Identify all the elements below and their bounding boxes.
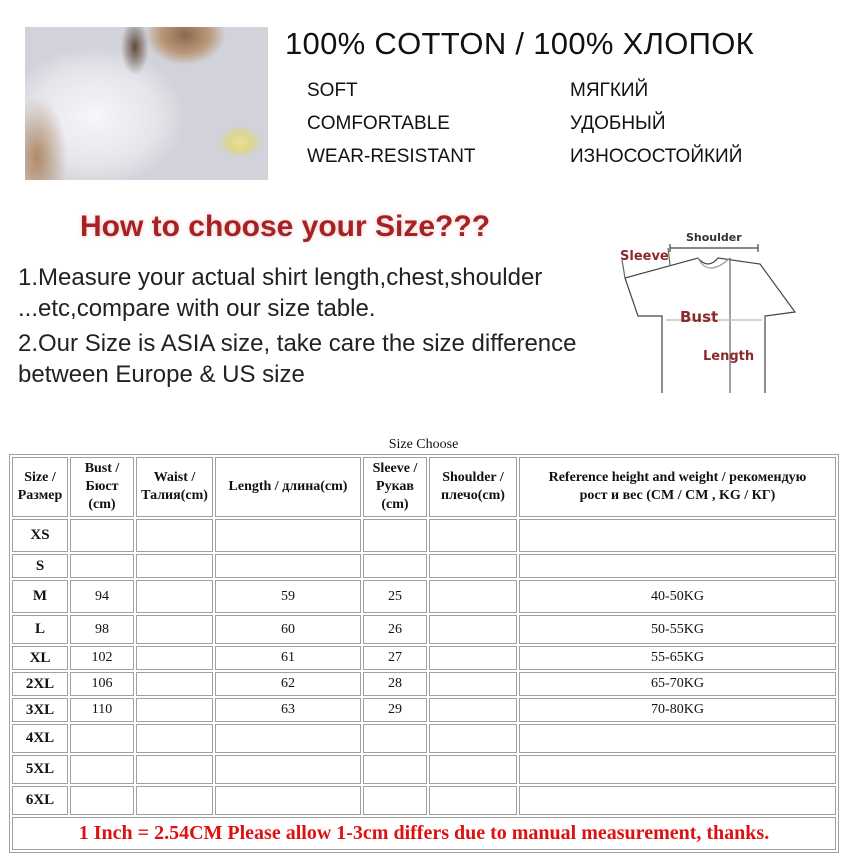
cell-waist xyxy=(136,615,213,644)
cell-reference xyxy=(519,755,836,784)
cell-sleeve xyxy=(363,786,427,815)
cell-reference: 50-55KG xyxy=(519,615,836,644)
cell-length: 62 xyxy=(215,672,361,696)
table-row xyxy=(12,786,836,815)
cell-sleeve xyxy=(363,519,427,552)
diagram-label-sleeve: Sleeve xyxy=(620,249,669,264)
cell-size: 2XL xyxy=(12,672,68,696)
cell-reference: 40-50KG xyxy=(519,580,836,613)
banner-title: 100% COTTON / 100% ХЛОПОК xyxy=(285,26,755,61)
table-row xyxy=(12,646,836,670)
header-bust: Bust / Бюст (cm) xyxy=(70,457,134,517)
guide-title: How to choose your Size??? xyxy=(80,210,491,243)
cell-length: 61 xyxy=(215,646,361,670)
feature-soft-ru: МЯГКИЙ xyxy=(570,80,649,101)
cell-length xyxy=(215,554,361,578)
cell-sleeve xyxy=(363,554,427,578)
table-header-row xyxy=(12,457,836,517)
header-sleeve: Sleeve / Рукав (cm) xyxy=(363,457,427,517)
cell-sleeve: 27 xyxy=(363,646,427,670)
cell-size: S xyxy=(12,554,68,578)
cell-sleeve: 26 xyxy=(363,615,427,644)
cell-waist xyxy=(136,519,213,552)
cell-shoulder xyxy=(429,580,517,613)
cell-length: 60 xyxy=(215,615,361,644)
cell-reference: 70-80KG xyxy=(519,698,836,722)
diagram-label-bust: Bust xyxy=(680,308,719,326)
cell-bust: 106 xyxy=(70,672,134,696)
table-caption: Size Choose xyxy=(388,437,459,452)
feature-wear-resistant-ru: ИЗНОСОСТОЙКИЙ xyxy=(570,146,743,167)
table-row xyxy=(12,698,836,722)
measurement-note: 1 Inch = 2.54CM Please allow 1-3cm differs due to manual measurement, thanks. xyxy=(12,817,836,850)
cell-size: XL xyxy=(12,646,68,670)
cell-shoulder xyxy=(429,646,517,670)
cell-shoulder xyxy=(429,554,517,578)
cell-bust: 110 xyxy=(70,698,134,722)
cell-bust: 94 xyxy=(70,580,134,613)
cell-bust: 102 xyxy=(70,646,134,670)
cell-size: 6XL xyxy=(12,786,68,815)
cell-shoulder xyxy=(429,615,517,644)
feature-comfortable-ru: УДОБНЫЙ xyxy=(570,113,666,134)
cell-size: 4XL xyxy=(12,724,68,753)
feature-comfortable: COMFORTABLE xyxy=(307,113,450,134)
cell-waist xyxy=(136,646,213,670)
header-shoulder: Shoulder / плечо(cm) xyxy=(429,457,517,517)
table-row xyxy=(12,755,836,784)
table-row xyxy=(12,724,836,753)
cell-waist xyxy=(136,724,213,753)
cell-waist xyxy=(136,786,213,815)
cell-reference xyxy=(519,786,836,815)
cell-reference: 55-65KG xyxy=(519,646,836,670)
cell-shoulder xyxy=(429,519,517,552)
guide-step-1-line-2: ...etc,compare with our size table. xyxy=(18,295,376,322)
guide-step-2-line-2: between Europe & US size xyxy=(18,361,305,388)
cell-length xyxy=(215,786,361,815)
cell-length: 59 xyxy=(215,580,361,613)
cell-shoulder xyxy=(429,786,517,815)
cell-waist xyxy=(136,580,213,613)
cell-sleeve: 25 xyxy=(363,580,427,613)
table-row xyxy=(12,519,836,552)
cell-size: 5XL xyxy=(12,755,68,784)
cell-waist xyxy=(136,554,213,578)
cell-size: M xyxy=(12,580,68,613)
cell-reference xyxy=(519,519,836,552)
feature-soft: SOFT xyxy=(307,80,358,101)
cell-length: 63 xyxy=(215,698,361,722)
cell-length xyxy=(215,724,361,753)
cell-reference: 65-70KG xyxy=(519,672,836,696)
guide-step-1-line-1: 1.Measure your actual shirt length,chest,shoulder xyxy=(18,264,543,291)
diagram-label-shoulder: Shoulder xyxy=(686,231,742,244)
diagram-label-length: Length xyxy=(703,349,755,364)
cell-bust xyxy=(70,755,134,784)
size-table xyxy=(9,454,839,853)
cell-reference xyxy=(519,724,836,753)
cell-length xyxy=(215,755,361,784)
cell-length xyxy=(215,519,361,552)
cell-bust: 98 xyxy=(70,615,134,644)
feature-wear-resistant: WEAR-RESISTANT xyxy=(307,146,476,167)
cell-sleeve xyxy=(363,755,427,784)
cell-size: 3XL xyxy=(12,698,68,722)
cotton-photo xyxy=(25,27,268,180)
header-size: Size / Размер xyxy=(12,457,68,517)
cell-shoulder xyxy=(429,698,517,722)
cell-bust xyxy=(70,519,134,552)
table-row xyxy=(12,554,836,578)
table-row xyxy=(12,672,836,696)
cell-bust xyxy=(70,724,134,753)
cell-bust xyxy=(70,554,134,578)
cell-waist xyxy=(136,755,213,784)
cell-sleeve: 28 xyxy=(363,672,427,696)
cell-waist xyxy=(136,698,213,722)
cell-shoulder xyxy=(429,724,517,753)
guide-step-2-line-1: 2.Our Size is ASIA size, take care the size difference xyxy=(18,330,577,357)
cell-reference xyxy=(519,554,836,578)
table-row xyxy=(12,580,836,613)
cell-waist xyxy=(136,672,213,696)
header-reference: Reference height and weight / рекомендую рост и вес (CM / CM , KG / КГ) xyxy=(519,457,836,517)
cell-size: XS xyxy=(12,519,68,552)
cell-shoulder xyxy=(429,755,517,784)
cell-size: L xyxy=(12,615,68,644)
tshirt-measurement-diagram-icon xyxy=(600,220,800,400)
header-waist: Waist / Талия(cm) xyxy=(136,457,213,517)
cell-shoulder xyxy=(429,672,517,696)
table-row xyxy=(12,615,836,644)
table-note-row xyxy=(12,817,836,850)
header-length: Length / длина(cm) xyxy=(215,457,361,517)
cell-sleeve xyxy=(363,724,427,753)
cell-sleeve: 29 xyxy=(363,698,427,722)
cell-bust xyxy=(70,786,134,815)
